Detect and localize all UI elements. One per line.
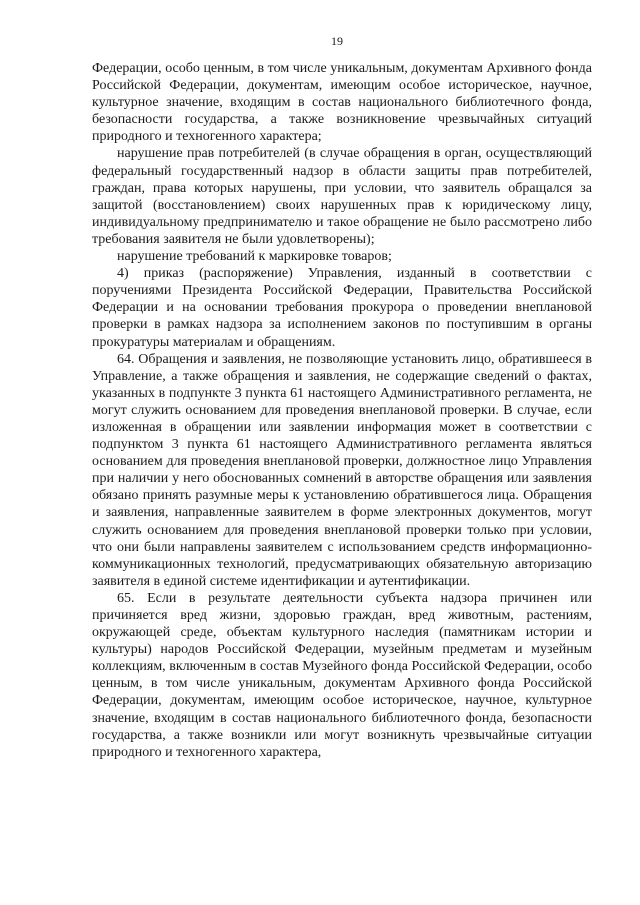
paragraph-labeling-violation: нарушение требований к маркировке товаров; <box>117 249 392 265</box>
paragraph-65: 65. Если в результате деятельности субъекта надзора причинен или причиняется вред жизни, здоровью граждан, вред животным, растениям, окружающей среде, объектам культурного наследия (памятникам истории и культуры) народов Российской Федерации, музейным предметам и музейным коллекциям, включенным в состав Музейного фонда Российской Федерации, особо ценным, в том числе уникальным, документам Архивного фонда Российской Федерации, документам, имеющим особое историческое, научное, культурное значение, входящим в состав национального библиотечного фонда, безопасности государства, а также возникли или могут возникнуть чрезвычайные ситуации природного и техногенного характера, <box>92 590 592 760</box>
paragraph-continuation: Федерации, особо ценным, в том числе уникальным, документам Архивного фонда Российской Федерации, документам, имеющим особое историческое, научное, культурное значение, входящим в состав национального библиотечного фонда, безопасности государства, а также возникновение чрезвычайных ситуаций природного и техногенного характера; <box>92 61 592 145</box>
paragraph-64: 64. Обращения и заявления, не позволяющие установить лицо, обратившееся в Управление, а также обращения и заявления, не содержащие сведений о фактах, указанных в подпункте 3 пункта 61 настоящего Административного регламента, не могут служить основанием для проведения внеплановой проверки. В случае, если изложенная в обращении или заявлении информация может в соответствии с подпунктом 3 пункта 61 настоящего Административного регламента являться основанием для проведения внеплановой проверки, должностное лицо Управления при наличии у него обоснованных сомнений в авторстве обращения или заявления обязано принять разумные меры к установлению обратившегося лица. Обращения и заявления, направленные заявителем в форме электронных документов, могут служить основанием для проведения внеплановой проверки только при условии, что они были направлены заявителем с использованием средств информационно-коммуникационных технологий, предусматривающих обязательную авторизацию заявителя в единой системе идентификации и аутентификации. <box>92 351 592 589</box>
paragraph-consumer-rights-violation: нарушение прав потребителей (в случае обращения в орган, осуществляющий федеральный государственный надзор в области защиты прав потребителей, граждан, права которых нарушены, при условии, что заявитель обращался за защитой (восстановлением) своих нарушенных прав к юридическому лицу, индивидуальному предпринимателю и такое обращение не было рассмотрено либо требования заявителя не были удовлетворены); <box>92 146 592 247</box>
page-number: 19 <box>331 34 343 48</box>
paragraph-item-4-order: 4) приказ (распоряжение) Управления, изданный в соответствии с поручениями Президента Российской Федерации, Правительства Российской Федерации и на основании требования прокурора о проведении внеплановой проверки в рамках надзора за исполнением законов по поступившим в органы прокуратуры материалам и обращениям. <box>92 266 592 350</box>
document-body <box>92 60 592 761</box>
